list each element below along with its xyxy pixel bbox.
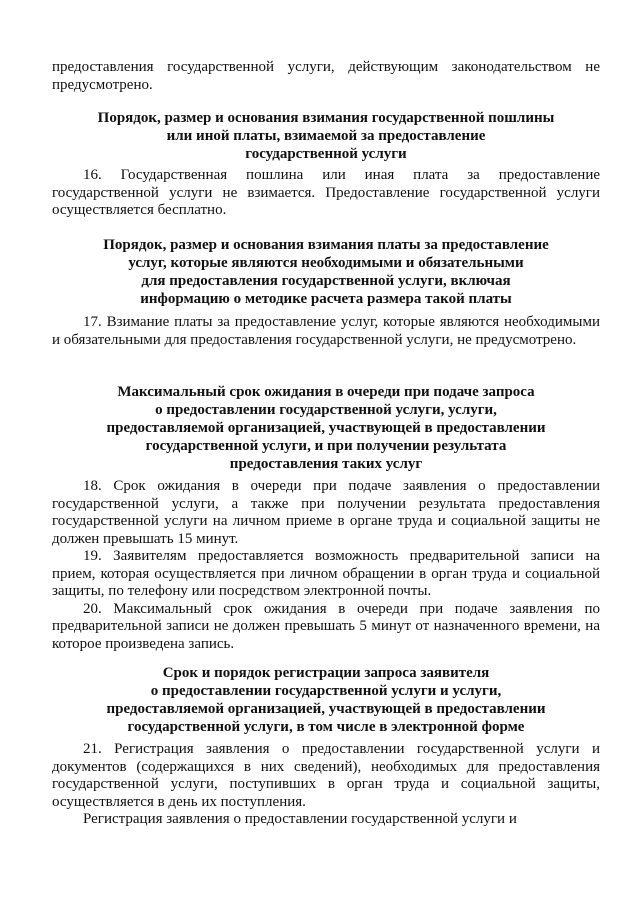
heading-line: Порядок, размер и основания взимания платы за предоставление [103,237,549,253]
heading-line: о предоставлении государственной услуги и услуги, [150,683,502,699]
paragraph-17: 17. Взимание платы за предоставление услуг, которые являются необходимыми и обязательными для предоставления государственной услуги, не предусмотрено. [52,314,600,348]
paragraph-21-continued: Регистрация заявления о предоставлении государственной услуги и [83,811,517,827]
waiting-heading [52,383,600,473]
heading-line: или иной платы, взимаемой за предоставление [166,128,486,144]
heading-line: Максимальный срок ожидания в очереди при подаче запроса [117,384,535,400]
paragraph-19: 19. Заявителям предоставляется возможность предварительной записи на прием, которая осуществляется при личном обращении в орган труда и социальной защиты, по телефону или посредством электронной почты. [52,548,600,599]
heading-line: предоставляемой организацией, участвующей в предоставлении [106,701,546,717]
required-services-heading [52,236,600,308]
paragraph-17-block [52,314,600,349]
heading-line: государственной услуги, и при получении результата [145,438,507,454]
heading-line: Порядок, размер и основания взимания государственной пошлины [97,110,555,126]
heading-line: о предоставлении государственной услуги, услуги, [155,402,497,418]
section-heading [52,383,600,473]
paragraph-16: 16. Государственная пошлина или иная плата за предоставление государственной услуги не взимается. Предоставление государственной услуги осуществляется бесплатно. [52,167,600,218]
paragraph-16-block [52,167,600,220]
section-heading [52,109,600,163]
heading-line: услуг, которые являются необходимыми и обязательными [128,255,524,271]
heading-line: предоставления таких услуг [229,456,423,472]
fee-heading [52,109,600,163]
heading-line: государственной услуги [245,146,407,162]
paragraph-21-block [52,741,600,829]
continuation-block [52,59,600,94]
paragraph-21: 21. Регистрация заявления о предоставлении государственной услуги и документов (содержащихся в них сведений), необходимых для предоставления государственной услуги, поступивших в орган труда и социальной защиты, осуществляется в день их поступления. [52,741,600,810]
heading-line: для предоставления государственной услуги, включая [141,273,511,289]
paragraphs-18-20-block [52,478,600,653]
heading-line: предоставляемой организацией, участвующей в предоставлении [106,420,546,436]
heading-line: государственной услуги, в том числе в электронной форме [127,719,525,735]
heading-line: Срок и порядок регистрации запроса заявителя [162,665,490,681]
continuation-paragraph: предоставления государственной услуги, действующим законодательством не предусмотрено. [52,59,600,93]
heading-line: информацию о методике расчета размера такой платы [140,291,512,307]
section-heading [52,236,600,308]
paragraph-18: 18. Срок ожидания в очереди при подаче заявления о предоставлении государственной услуги, а также при получении результата предоставления государственной услуги на личном приеме в органе труда и социальной защиты не должен превышать 15 минут. [52,478,600,547]
section-heading [52,664,600,736]
paragraph-20: 20. Максимальный срок ожидания в очереди при подаче заявления по предварительной записи не должен превышать 5 минут от назначенного времени, на которое произведена запись. [52,600,600,652]
registration-heading [52,664,600,736]
